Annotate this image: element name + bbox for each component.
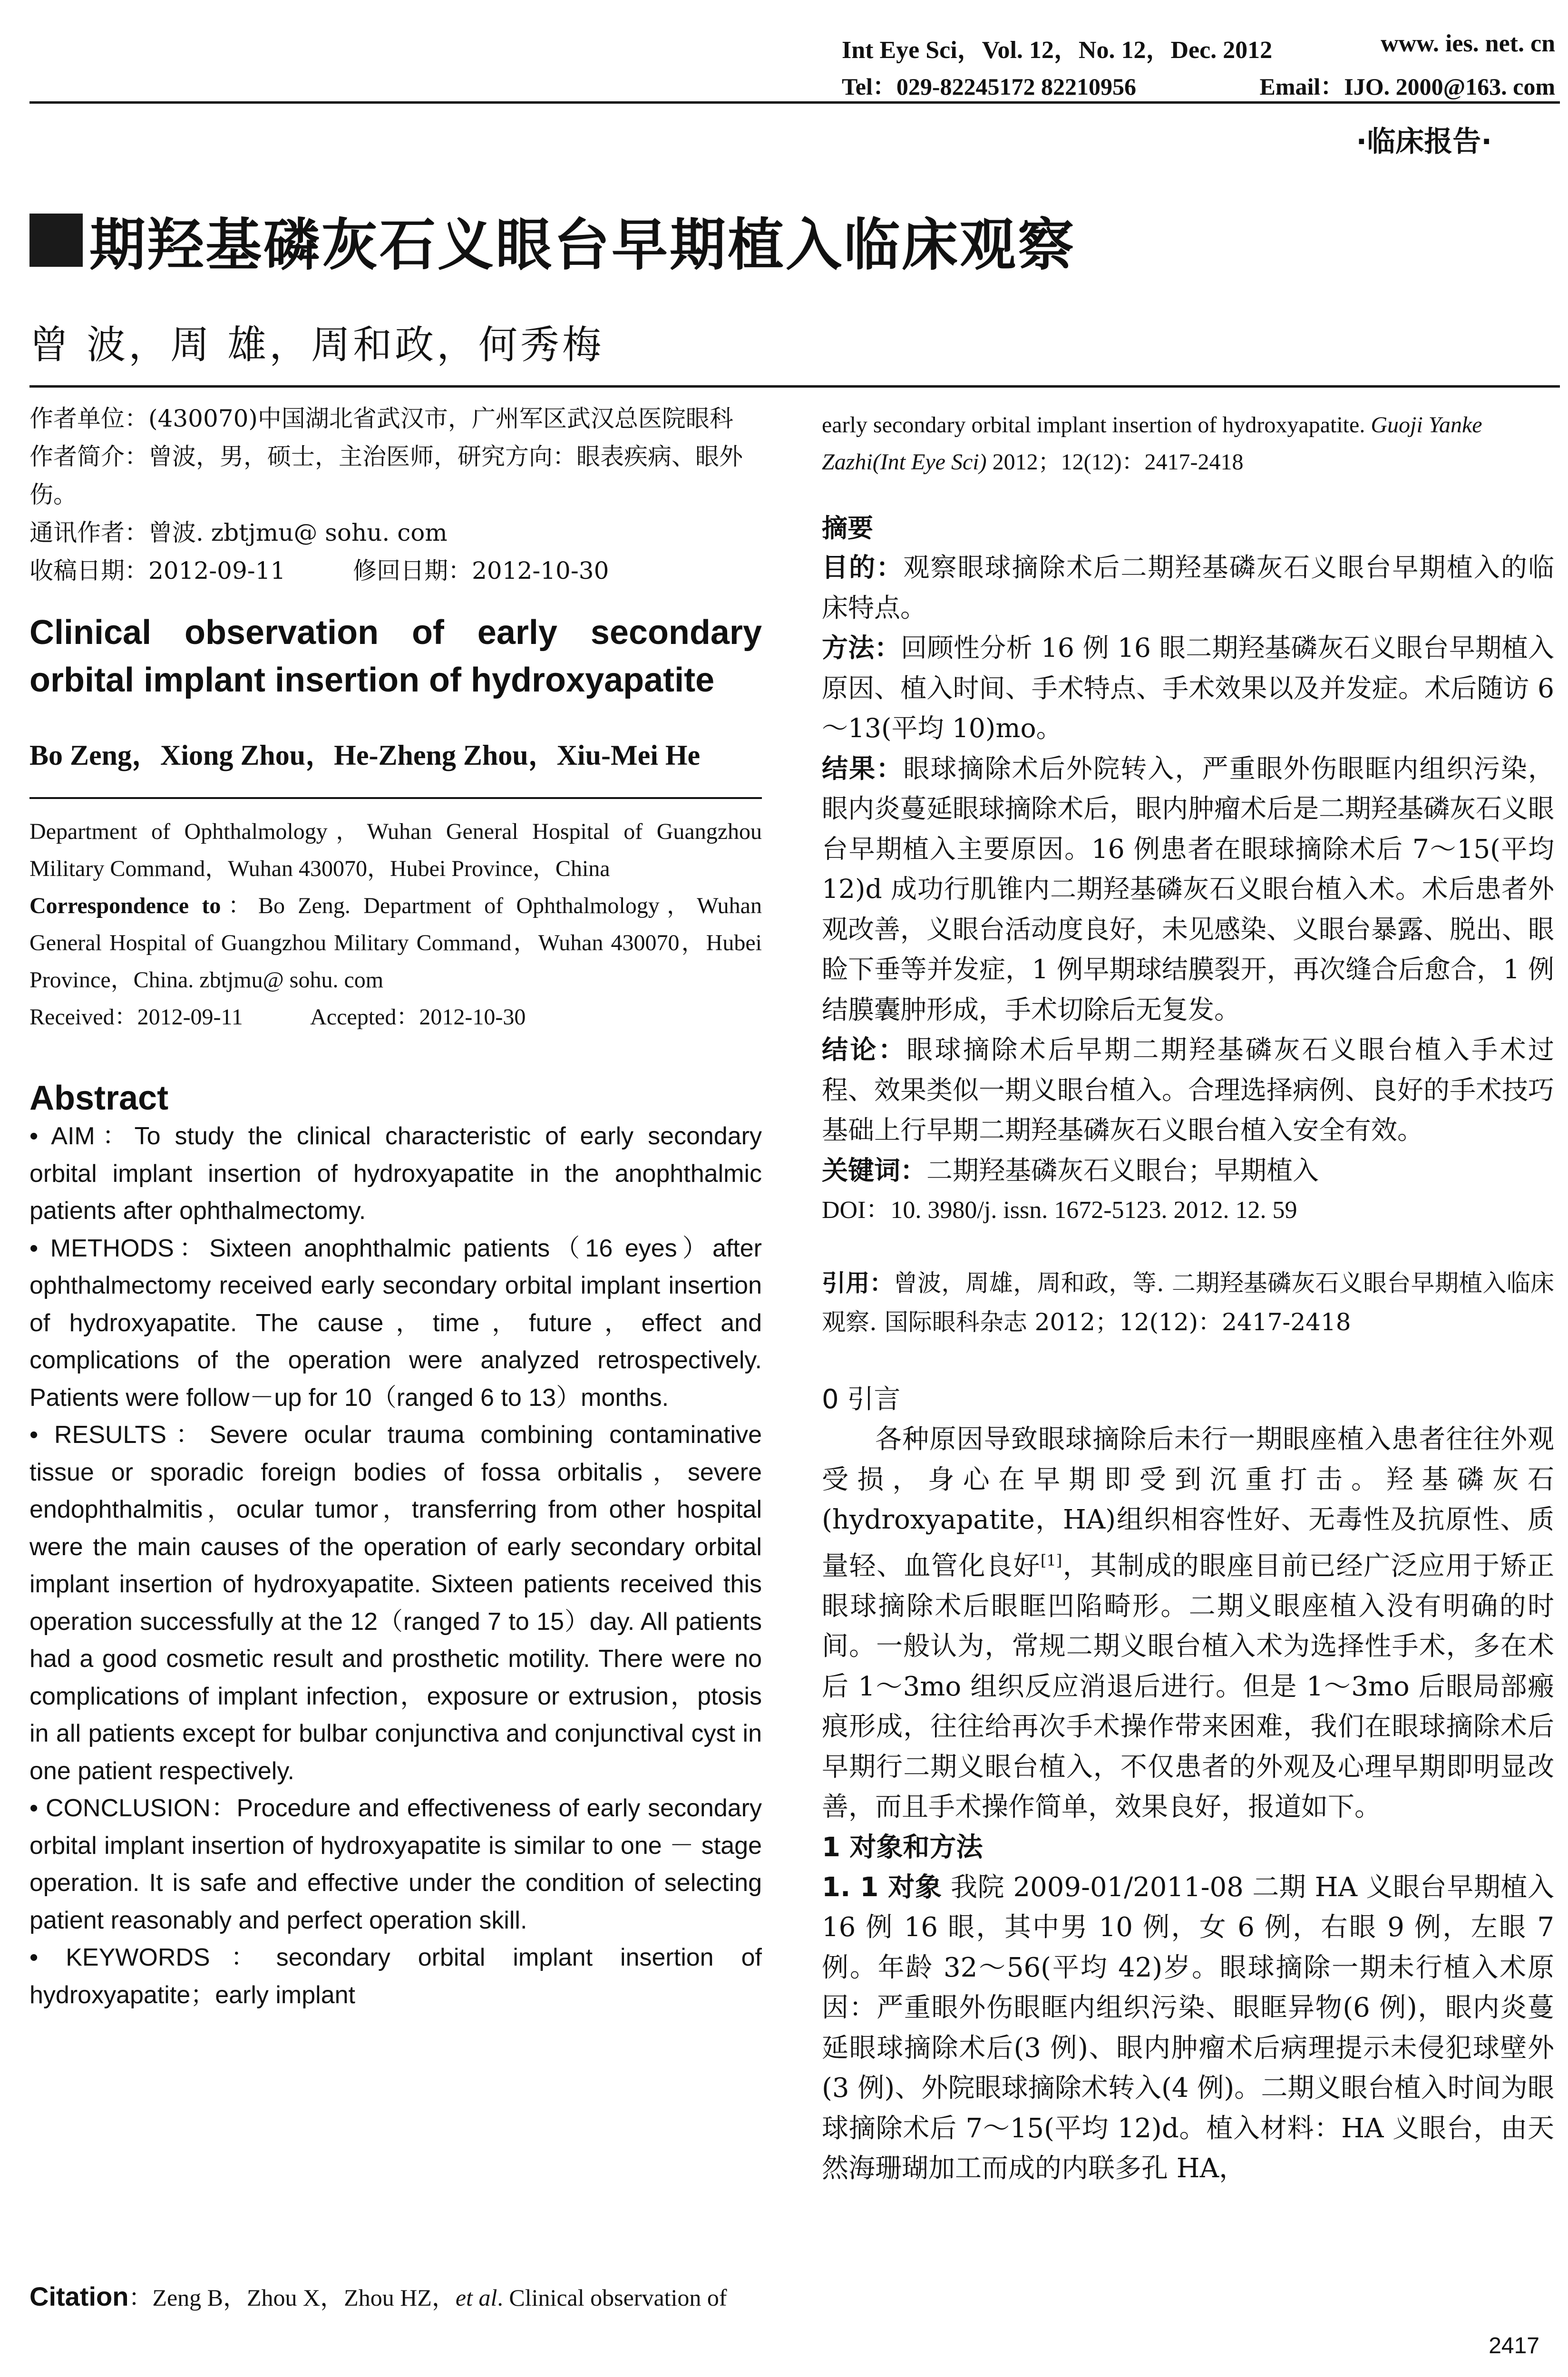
- conclusion-text-cn: 眼球摘除术后早期二期羟基磷灰石义眼台植入手术过程、效果类似一期义眼台植入。合理选择病例、良好的手术技巧基础上行早期二期羟基磷灰石义眼台植入安全有效。: [822, 1034, 1555, 1145]
- authors-chinese: 曾 波，周 雄，周和政，何秀梅: [29, 322, 604, 368]
- running-header-line2: [842, 68, 1555, 102]
- english-authors: Bo Zeng，Xiong Zhou，He-Zheng Zhou，Xiu-Mei He: [29, 740, 701, 771]
- abstract-cn-results: [822, 749, 1554, 1030]
- abstract-methods: • METHODS：Sixteen anophthalmic patients（16 eyes）after ophthalmectomy received early secondary orbital implant insertion of hydroxyapatite. The cause，time，future，effect and complications of the operation were analyzed retrospectively. Patients were follow－up for 10（ranged 6 to 13）months.: [29, 1234, 762, 1412]
- keywords-text-cn: 二期羟基磷灰石义眼台；早期植入: [926, 1155, 1319, 1186]
- intro-citation-ref: [1]: [1040, 1551, 1062, 1569]
- abstract-results: • RESULTS：Severe ocular trauma combining contaminative tissue or sporadic foreign bodies of fossa orbitalis，severe endophthalmitis，ocular tumor，transferring from other hospital were the main causes of the operation of early secondary orbital implant insertion of hydroxyapatite. Sixteen patients received this operation successfully at the 12（ranged 7 to 15）day. All patients had a good cosmetic result and prosthetic motility. There were no complications of implant infection，exposure or extrusion，ptosis in all patients except for bulbar conjunctiva and conjunctival cyst in one patient respectively.: [29, 1421, 762, 1785]
- citation-cn: [822, 1264, 1554, 1342]
- citation-en: [29, 2278, 762, 2316]
- aim-label-cn: 目的：: [822, 552, 904, 583]
- section11-text: 我院 2009-01/2011-08 二期 HA 义眼台早期植入 16 例 16 眼，其中男 10 例，女 6 例，右眼 9 例，左眼 7 例。年龄 32～56(平均 42)岁。眼球摘除一期未行植入术原因：严重眼外伤眼眶内组织污染、眼眶异物(6 例)，眼内炎蔓延眼球摘除术后(3 例)、眼内肿瘤术后病理提示未侵犯球壁外(3 例)、外院眼球摘除术转入(4 例)。二期义眼台植入时间为眼球摘除术后 7～15(平均 12)d。植入材料：HA 义眼台，由天然海珊瑚加工而成的内联多孔 HA，: [822, 1871, 1554, 2184]
- english-authors-rule: [29, 797, 762, 799]
- bio-cn: 作者简介：曾波，男，硕士，主治医师，研究方向：眼表疾病、眼外伤。: [29, 443, 743, 508]
- citation-etal: et al: [455, 2284, 497, 2311]
- accepted-en: Accepted：2012-10-30: [310, 1004, 526, 1030]
- abstract-cn-heading: 摘要: [822, 513, 873, 543]
- citation-cn-text: 曾波，周雄，周和政，等. 二期羟基磷灰石义眼台早期植入临床观察. 国际眼科杂志 2012；12(12)：2417-2418: [822, 1269, 1554, 1336]
- intro-heading: 0 引言: [822, 1384, 901, 1415]
- results-label-cn: 结果：: [822, 753, 904, 784]
- abstract-keywords: • KEYWORDS：secondary orbital implant insertion of hydroxyapatite；early implant: [29, 1944, 762, 2009]
- intro-paragraph: [822, 1420, 1554, 1828]
- correspondence-text: ：Bo Zeng. Department of Ophthalmology，Wuhan General Hospital of Guangzhou Military Command，Wuhan 430070，Hubei Province，China. zbtjmu@ sohu. com: [29, 893, 762, 993]
- methods-text-cn: 回顾性分析 16 例 16 眼二期羟基磷灰石义眼台早期植入原因、植入时间、手术特点、手术效果以及并发症。术后随访 6～13(平均 10)mo。: [822, 633, 1554, 743]
- dates-en: [29, 999, 762, 1036]
- journal-website: www. ies. net. cn: [1381, 30, 1555, 57]
- title-rule: [29, 385, 1560, 388]
- citation-label: Citation: [29, 2281, 129, 2311]
- dates-cn: [29, 552, 762, 590]
- journal-email: Email：IJO. 2000@163. com: [1259, 73, 1555, 100]
- received-en: Received：2012-09-11: [29, 1004, 243, 1030]
- department-text: Department of Ophthalmology，Wuhan General Hospital of Guangzhou Military Command，Wuhan 430070，Hubei Province，China: [29, 819, 762, 881]
- citation-continued-text: early secondary orbital implant insertion of hydroxyapatite.: [822, 412, 1365, 438]
- citation-year: 2012；12(12)：2417-2418: [992, 449, 1244, 475]
- doi: DOI：10. 3980/j. issn. 1672-5123. 2012. 12. 59: [822, 1197, 1297, 1224]
- citation-authors: ：Zeng B，Zhou X，Zhou HZ，: [128, 2284, 456, 2311]
- journal-info: Int Eye Sci，Vol. 12，No. 12，Dec. 2012: [842, 37, 1273, 64]
- correspondence-label: Correspondence to: [29, 893, 221, 918]
- abstract-conclusion: • CONCLUSION：Procedure and effectiveness of early secondary orbital implant insertion of hydroxyapatite is similar to one － stage operation. It is safe and effective under the condition of selecting patient reasonably and perfect operation skill.: [29, 1794, 762, 1934]
- citation-journal: Guoji Yanke Zazhi(Int Eye Sci): [822, 412, 1482, 475]
- correspondence-cn: 通讯作者：曾波. zbtjmu@ sohu. com: [29, 519, 448, 546]
- citation-continued: [822, 407, 1554, 481]
- journal-tel: Tel：029-82245172 82210956: [842, 73, 1136, 100]
- section11-paragraph: [822, 1868, 1554, 2189]
- conclusion-label-cn: 结论：: [822, 1034, 907, 1065]
- aim-text-cn: 观察眼球摘除术后二期羟基磷灰石义眼台早期植入的临床特点。: [822, 552, 1554, 623]
- received-cn: 收稿日期：2012-09-11: [29, 557, 286, 585]
- article-title: [29, 200, 1076, 281]
- english-department: [29, 813, 762, 1036]
- abstract-aim: • AIM：To study the clinical characteristic of early secondary orbital implant insertion of hydroxyapatite in the anophthalmic patients after ophthalmectomy.: [29, 1122, 762, 1225]
- abstract-cn-conclusion: [822, 1030, 1554, 1150]
- page-number: 2417: [1489, 2333, 1539, 2358]
- keywords-label-cn: 关键词：: [822, 1155, 927, 1186]
- affiliation-cn: 作者单位：(430070)中国湖北省武汉市，广州军区武汉总医院眼科: [29, 405, 733, 432]
- results-text-cn: 眼球摘除术后外院转入，严重眼外伤眼眶内组织污染，眼内炎蔓延眼球摘除术后，眼内肿瘤术后是二期羟基磷灰石义眼台早期植入主要原因。16 例患者在眼球摘除术后 7～15(平均 12)d 成功行肌锥内二期羟基磷灰石义眼台植入术。术后患者外观改善，义眼台活动度良好，未见感染、义眼台暴露、脱出、眼睑下垂等并发症，1 例早期球结膜裂开，再次缝合后愈合，1 例结膜囊肿形成，手术切除后无复发。: [822, 753, 1555, 1025]
- section1-heading: 1 对象和方法: [822, 1831, 983, 1863]
- article-title-text: 期羟基磷灰石义眼台早期植入临床观察: [89, 212, 1076, 278]
- citation-cn-label: 引用：: [822, 1269, 894, 1297]
- running-header-line1: [842, 29, 1555, 65]
- left-column: [29, 399, 762, 2014]
- abstract-heading: Abstract: [29, 1079, 169, 1117]
- methods-label-cn: 方法：: [822, 633, 901, 663]
- revised-cn: 修回日期：2012-10-30: [353, 557, 609, 585]
- abstract-cn-methods: [822, 628, 1554, 749]
- abstract-cn-keywords: [822, 1150, 1554, 1191]
- title-numeral-block: [29, 214, 83, 267]
- section-tag: ·临床报告·: [1356, 125, 1492, 158]
- intro-text-1: 各种原因导致眼球摘除后未行一期眼座植入患者往往外观受损，身心在早期即受到沉重打击。羟基磷灰石(hydroxyapatite，HA)组织相容性好、无毒性及抗原性、质量轻、血管化良好: [822, 1424, 1554, 1582]
- intro-text-2: ，其制成的眼座目前已经广泛应用于矫正眼球摘除术后眼眶凹陷畸形。二期义眼座植入没有明确的时间。一般认为，常规二期义眼台植入术为选择性手术，多在术后 1～3mo 组织反应消退后进行。但是 1～3mo 后眼局部瘢痕形成，往往给再次手术操作带来困难，我们在眼球摘除术后早期行二期义眼台植入，不仅患者的外观及心理早期即明显改善，而且手术操作简单，效果良好，报道如下。: [822, 1550, 1555, 1823]
- english-title: Clinical observation of early secondary orbital implant insertion of hydroxyapatite: [29, 614, 762, 699]
- citation-tail: . Clinical observation of: [497, 2284, 727, 2311]
- right-column: [822, 407, 1554, 2189]
- correspondence-en: [29, 887, 762, 999]
- header-rule: [29, 101, 1560, 104]
- abstract-cn-aim: [822, 547, 1554, 628]
- section11-label: 1. 1 对象: [822, 1871, 942, 1903]
